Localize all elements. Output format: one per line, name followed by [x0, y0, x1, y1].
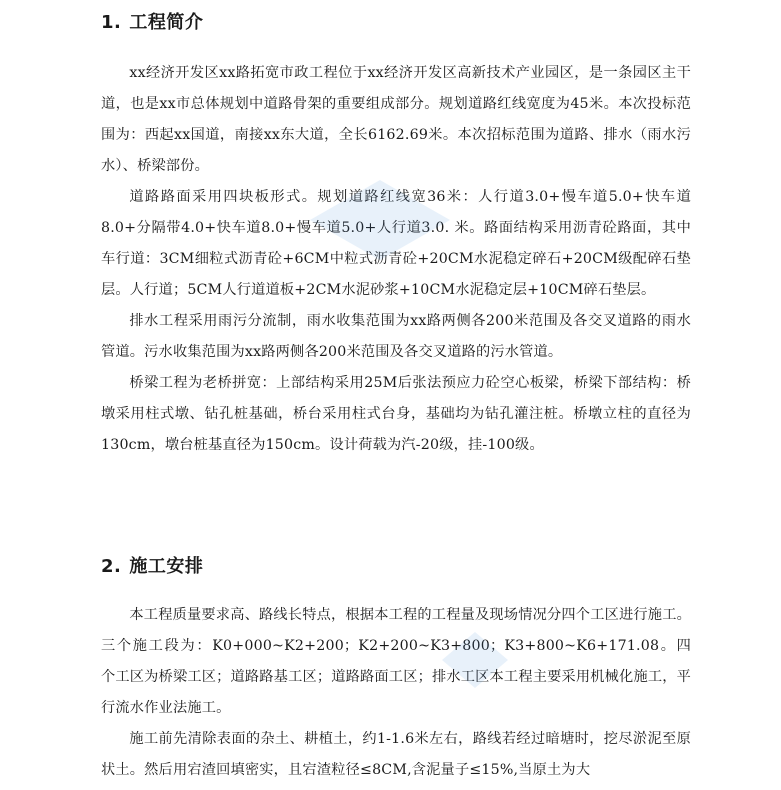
- section-2-heading: [101, 552, 203, 578]
- section-1-heading: [101, 8, 203, 34]
- section-2-paragraph-1: 本工程质量要求高、路线长特点，根据本工程的工程量及现场情况分四个工区进行施工。三个施工段为：K0+000~K2+200；K2+200~K3+800；K3+800~K6+171.08。四个工区为桥梁工区；道路路基工区；道路路面工区；排水工区本工程主要采用机械化施工，平行流水作业法施工。: [101, 607, 691, 716]
- section-1-body: [101, 58, 691, 461]
- section-1-paragraph-3: 排水工程采用雨污分流制，雨水收集范围为xx路两侧各200米范围及各交叉道路的雨水管道。污水收集范围为xx路两侧各200米范围及各交叉道路的污水管道。: [101, 313, 691, 360]
- section-1-paragraph-4: 桥梁工程为老桥拼宽：上部结构采用25M后张法预应力砼空心板梁，桥梁下部结构：桥墩采用柱式墩、钻孔桩基础，桥台采用柱式台身，基础均为钻孔灌注桩。桥墩立柱的直径为130cm，墩台桩基直径为150cm。设计荷载为汽-20级，挂-100级。: [101, 375, 691, 453]
- section-1-title: 工程简介: [129, 12, 204, 33]
- section-1-paragraph-1: xx经济开发区xx路拓宽市政工程位于xx经济开发区高新技术产业园区，是一条园区主干道，也是xx市总体规划中道路骨架的重要组成部分。规划道路红线宽度为45米。本次投标范围为：西起xx国道，南接xx东大道，全长6162.69米。本次招标范围为道路、排水（雨水污水）、桥梁部份。: [101, 65, 691, 174]
- section-1-paragraph-2: 道路路面采用四块板形式。规划道路红线宽36米：人行道3.0+慢车道5.0+快车道8.0+分隔带4.0+快车道8.0+慢车道5.0+人行道3.0. 米。路面结构采用沥青砼路面，其中车行道：3CM细粒式沥青砼+6CM中粒式沥青砼+20CM水泥稳定碎石+20CM级配碎石垫层。人行道；5CM人行道道板+2CM水泥砂浆+10CM水泥稳定层+10CM碎石垫层。: [101, 189, 691, 298]
- section-2-number: 2.: [101, 556, 122, 577]
- section-2-paragraph-2: 施工前先清除表面的杂土、耕植土，约1-1.6米左右，路线若经过暗塘时，挖尽淤泥至原状土。然后用宕渣回填密实，且宕渣粒径≤8CM,含泥量子≤15%,当原土为大: [101, 731, 691, 778]
- section-2-title: 施工安排: [129, 556, 204, 577]
- section-2-body: [101, 600, 691, 786]
- section-1-number: 1.: [101, 12, 122, 33]
